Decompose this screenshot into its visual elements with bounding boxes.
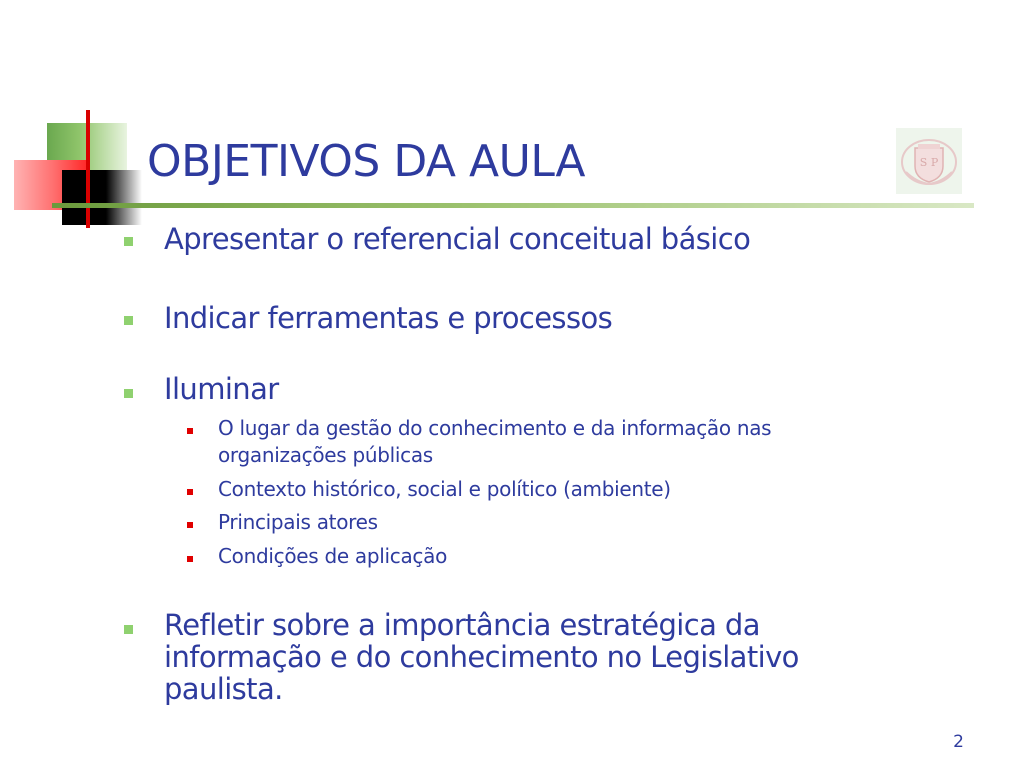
sub-bullet-text: Contexto histórico, social e político (ambiente)	[218, 477, 671, 501]
coat-of-arms-icon	[896, 128, 962, 194]
sub-bullet-text: Condições de aplicação	[218, 544, 448, 568]
bullet-marker	[124, 389, 133, 398]
bullet-marker	[124, 237, 133, 246]
sub-bullet-marker	[187, 522, 193, 528]
sp-coat-of-arms-logo	[896, 128, 962, 194]
page-number: 2	[953, 732, 964, 752]
bullet-text: Indicar ferramentas e processos	[164, 301, 613, 335]
sub-bullet-marker	[187, 556, 193, 562]
bullet-text: Iluminar	[164, 372, 279, 406]
sub-bullet-marker	[187, 489, 193, 495]
sub-bullet-marker	[187, 428, 193, 434]
svg-text:S P: S P	[919, 156, 939, 169]
bullet-marker	[124, 316, 133, 325]
bullet-marker	[124, 625, 133, 634]
sub-bullet-text: O lugar da gestão do conhecimento e da informação nas organizações públicas	[218, 416, 772, 467]
title-underline	[52, 203, 974, 208]
decor-red-vertical-line	[86, 110, 90, 228]
bullet-text: Apresentar o referencial conceitual básico	[164, 222, 751, 256]
bullet-text: Refletir sobre a importância estratégica da informação e do conhecimento no Legislativo paulista.	[164, 608, 799, 706]
decor-black-square	[62, 170, 142, 225]
sub-bullet-text: Principais atores	[218, 510, 378, 534]
slide-title: OBJETIVOS DA AULA	[147, 136, 585, 187]
